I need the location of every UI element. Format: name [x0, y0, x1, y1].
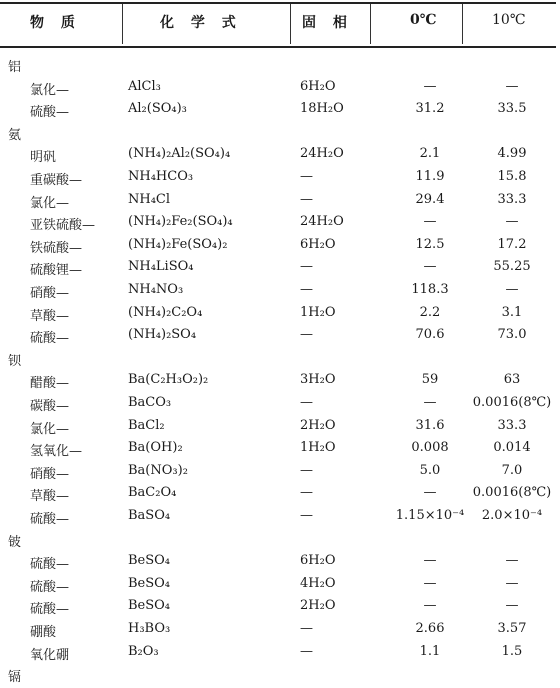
solid-phase-cell: —	[300, 508, 313, 523]
solubility-0c-cell: 2.66	[415, 621, 445, 636]
solubility-10c-cell: 3.1	[501, 304, 523, 320]
formula-cell: BaCl₂	[128, 417, 165, 433]
formula-cell: NH₄Cl	[128, 191, 171, 207]
header-divider	[370, 4, 371, 44]
formula-cell: H₃BO₃	[128, 621, 171, 636]
solubility-0c-cell: 31.6	[415, 417, 445, 433]
substance-cell: 硫酸—	[30, 331, 70, 347]
header-t10: 10℃	[492, 12, 526, 28]
substance-cell: 重碳酸—	[30, 173, 83, 188]
solubility-0c-cell: 118.3	[411, 282, 449, 297]
solubility-0c-cell: 1.1	[419, 643, 441, 659]
formula-cell: Ba(NO₃)₂	[128, 462, 188, 478]
substance-cell: 硼酸	[30, 625, 57, 640]
substance-cell: 硝酸—	[30, 286, 70, 301]
solubility-0c-cell: —	[423, 598, 437, 614]
header-divider	[290, 4, 291, 44]
substance-cell: 硫酸锂—	[30, 263, 83, 279]
substance-cell: 硫酸—	[30, 579, 70, 595]
solid-phase-cell: 4H₂O	[300, 575, 336, 591]
formula-cell: BeSO₄	[128, 598, 171, 614]
header-rule	[0, 46, 556, 48]
solubility-10c-cell: 2.0×10⁻⁴	[481, 508, 543, 523]
formula-cell: BaCO₃	[128, 395, 172, 410]
solubility-0c-cell: —	[423, 259, 437, 275]
solubility-0c-cell: —	[423, 78, 437, 94]
solubility-10c-cell: —	[505, 282, 519, 297]
solubility-0c-cell: 59	[421, 372, 439, 388]
solubility-10c-cell: 17.2	[497, 236, 527, 252]
substance-cell: 铁硫酸—	[30, 240, 83, 256]
substance-cell: 氧化硼	[30, 647, 70, 663]
formula-cell: BeSO₄	[128, 575, 171, 591]
solubility-10c-cell: 15.8	[497, 169, 527, 184]
formula-cell: Al₂(SO₄)₃	[128, 101, 187, 117]
substance-cell: 镉	[8, 670, 22, 686]
formula-cell: NH₄NO₃	[128, 282, 184, 297]
solubility-10c-cell: 63	[503, 372, 521, 388]
substance-cell: 草酸—	[30, 489, 70, 505]
solubility-10c-cell: 33.5	[497, 101, 527, 117]
substance-cell: 铍	[8, 534, 22, 550]
header-divider	[462, 4, 463, 44]
header-t0: 0℃	[410, 12, 437, 28]
solubility-0c-cell: —	[423, 553, 437, 569]
solid-phase-cell: —	[300, 169, 313, 184]
solubility-10c-cell: 1.5	[501, 643, 523, 659]
formula-cell: B₂O₃	[128, 643, 159, 659]
substance-cell: 亚铁硫酸—	[30, 218, 96, 234]
substance-cell: 氢氧化—	[30, 444, 83, 460]
header-formula: 化 学 式	[160, 15, 242, 31]
solubility-0c-cell: 2.2	[419, 304, 441, 320]
formula-cell: Ba(C₂H₃O₂)₂	[128, 372, 209, 388]
formula-cell: (NH₄)₂C₂O₄	[128, 304, 203, 320]
solubility-10c-cell: 3.57	[497, 621, 527, 636]
substance-cell: 醋酸—	[30, 376, 70, 392]
formula-cell: NH₄HCO₃	[128, 169, 194, 184]
top-rule	[0, 2, 556, 4]
solubility-0c-cell: —	[423, 575, 437, 591]
formula-cell: BaC₂O₄	[128, 485, 177, 501]
substance-cell: 硫酸—	[30, 512, 70, 527]
formula-cell: BeSO₄	[128, 553, 171, 569]
solubility-0c-cell: —	[423, 214, 437, 230]
header-phase: 固 相	[302, 15, 353, 31]
solid-phase-cell: 24H₂O	[300, 214, 344, 230]
solubility-0c-cell: 11.9	[415, 169, 445, 184]
solubility-10c-cell: —	[505, 575, 519, 591]
substance-cell: 铝	[8, 60, 22, 75]
solubility-10c-cell: —	[505, 553, 519, 569]
solubility-0c-cell: 2.1	[419, 146, 441, 162]
solubility-10c-cell: 33.3	[497, 191, 527, 207]
solid-phase-cell: —	[300, 395, 313, 410]
solid-phase-cell: —	[300, 621, 313, 636]
substance-cell: 硫酸—	[30, 557, 70, 573]
substance-cell: 硫酸—	[30, 105, 70, 121]
solid-phase-cell: —	[300, 259, 313, 275]
formula-cell: (NH₄)₂Fe₂(SO₄)₄	[128, 214, 233, 230]
solid-phase-cell: 1H₂O	[300, 440, 336, 456]
solubility-10c-cell: 0.0016(8℃)	[472, 395, 552, 410]
solid-phase-cell: 18H₂O	[300, 101, 344, 117]
solid-phase-cell: —	[300, 643, 313, 659]
solid-phase-cell: 3H₂O	[300, 372, 336, 388]
solid-phase-cell: —	[300, 485, 313, 501]
solid-phase-cell: —	[300, 462, 313, 478]
formula-cell: AlCl₃	[128, 78, 161, 94]
solid-phase-cell: 2H₂O	[300, 417, 336, 433]
solubility-0c-cell: 70.6	[415, 327, 445, 343]
solid-phase-cell: 6H₂O	[300, 78, 336, 94]
solubility-10c-cell: —	[505, 78, 519, 94]
solid-phase-cell: 6H₂O	[300, 553, 336, 569]
solid-phase-cell: 2H₂O	[300, 598, 336, 614]
solubility-0c-cell: —	[423, 485, 437, 501]
formula-cell: BaSO₄	[128, 508, 171, 523]
table-row	[0, 662, 556, 688]
substance-cell: 碳酸—	[30, 399, 70, 414]
formula-cell: (NH₄)₂SO₄	[128, 327, 197, 343]
formula-cell: NH₄LiSO₄	[128, 259, 194, 275]
solubility-10c-cell: 33.3	[497, 417, 527, 433]
solubility-0c-cell: 0.008	[411, 440, 449, 456]
solubility-10c-cell: 0.014	[493, 440, 531, 456]
solubility-0c-cell: —	[423, 395, 437, 410]
solid-phase-cell: —	[300, 327, 313, 343]
solubility-10c-cell: 4.99	[497, 146, 527, 162]
substance-cell: 氯化—	[30, 421, 70, 437]
solubility-10c-cell: 0.0016(8℃)	[472, 485, 552, 501]
solubility-10c-cell: —	[505, 598, 519, 614]
substance-cell: 氨	[8, 127, 22, 143]
solid-phase-cell: 1H₂O	[300, 304, 336, 320]
solid-phase-cell: 6H₂O	[300, 236, 336, 252]
solubility-0c-cell: 29.4	[415, 191, 445, 207]
formula-cell: Ba(OH)₂	[128, 440, 183, 456]
solubility-10c-cell: 55.25	[493, 259, 531, 275]
header-substance: 物 质	[30, 15, 81, 31]
solubility-10c-cell: —	[505, 214, 519, 230]
solubility-10c-cell: 73.0	[497, 327, 527, 343]
solid-phase-cell: —	[300, 282, 313, 297]
solubility-0c-cell: 12.5	[415, 236, 445, 252]
solubility-0c-cell: 5.0	[419, 462, 441, 478]
substance-cell: 氯化—	[30, 82, 70, 98]
substance-cell: 硝酸—	[30, 466, 70, 482]
solubility-0c-cell: 1.15×10⁻⁴	[395, 508, 465, 523]
substance-cell: 草酸—	[30, 308, 70, 324]
substance-cell: 钡	[8, 353, 22, 369]
substance-cell: 氯化—	[30, 195, 70, 211]
substance-cell: 硫酸—	[30, 602, 70, 618]
solid-phase-cell: 24H₂O	[300, 146, 344, 162]
formula-cell: (NH₄)₂Fe(SO₄)₂	[128, 236, 228, 252]
solubility-10c-cell: 7.0	[501, 462, 523, 478]
solid-phase-cell: —	[300, 191, 313, 207]
substance-cell: 明矾	[30, 150, 57, 166]
header-divider	[122, 4, 123, 44]
solubility-0c-cell: 31.2	[415, 101, 445, 117]
formula-cell: (NH₄)₂Al₂(SO₄)₄	[128, 146, 231, 162]
